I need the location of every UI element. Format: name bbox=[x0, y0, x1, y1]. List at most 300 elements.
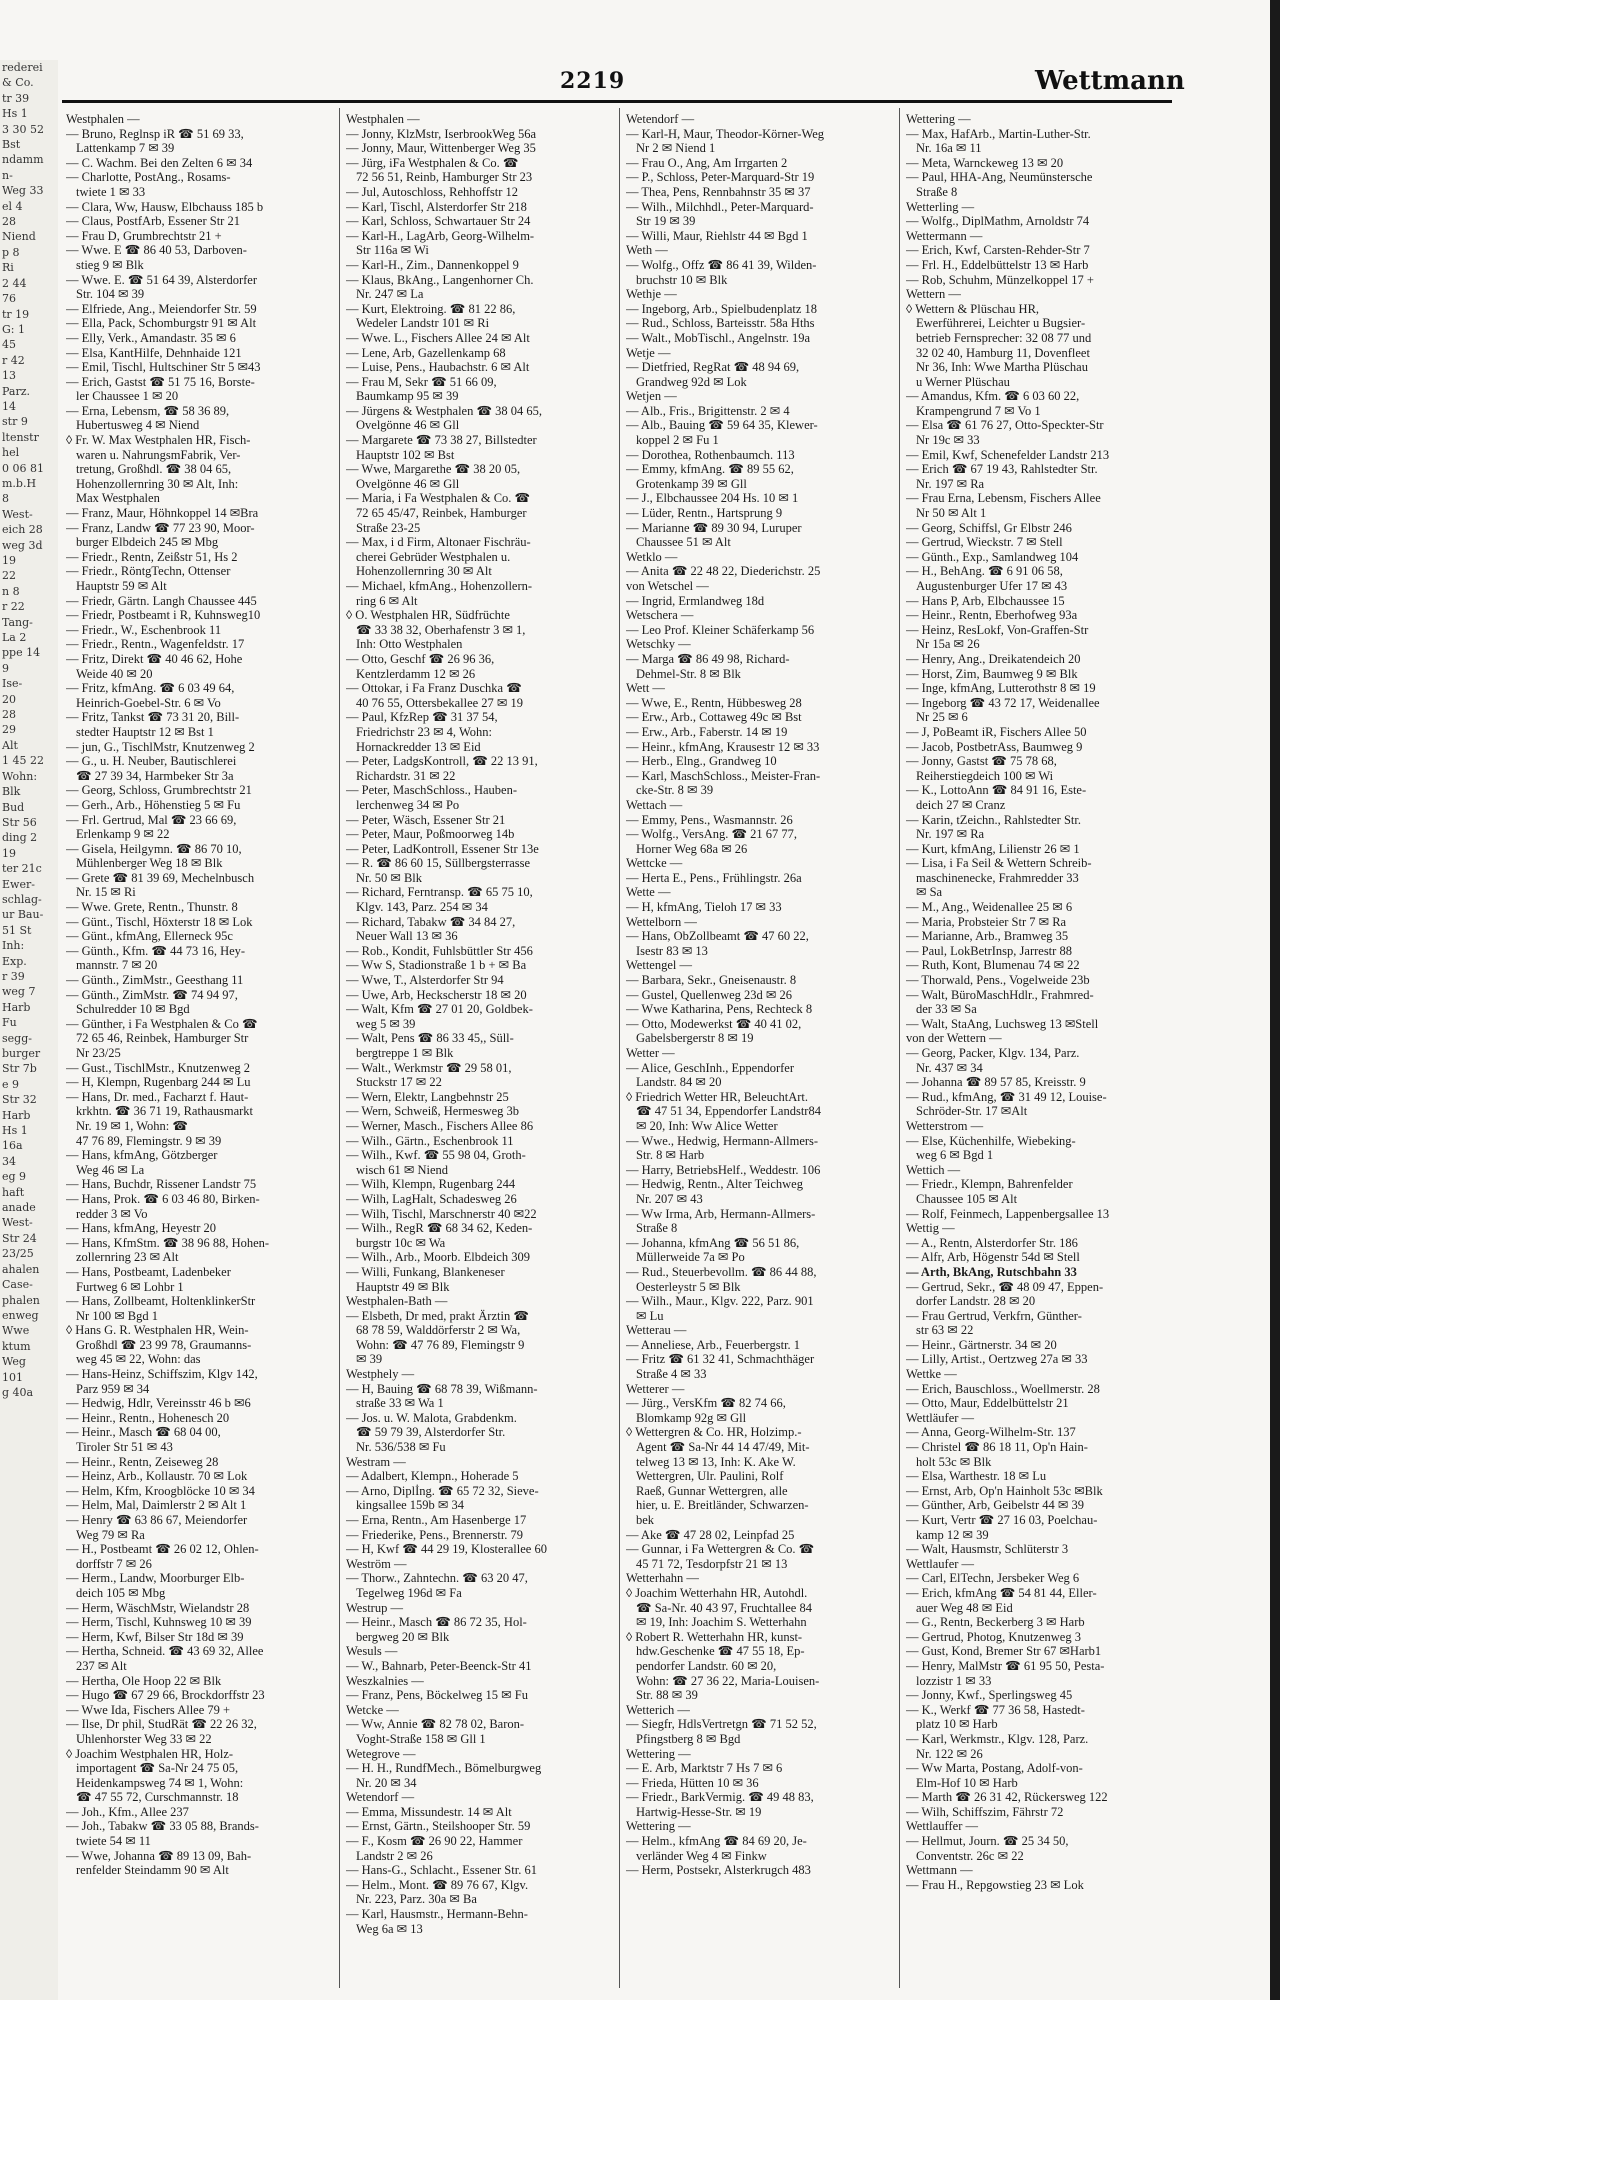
directory-entry-line: Nr. 122 ✉ 26 bbox=[916, 1746, 983, 1761]
gutter-fragment: 28 bbox=[2, 215, 16, 229]
directory-entry-line: Tiroler Str 51 ✉ 43 bbox=[76, 1440, 173, 1455]
directory-entry-line: betrieb Fernsprecher: 32 08 77 und bbox=[916, 330, 1092, 345]
directory-entry-line: — Herta E., Pens., Frühlingstr. 26a bbox=[626, 870, 802, 885]
gutter-fragment: hel bbox=[2, 446, 20, 460]
directory-entry-line: Weg 79 ✉ Ra bbox=[76, 1527, 145, 1542]
directory-entry-line: — Rob, Schuhm, Münzelkoppel 17 + bbox=[906, 272, 1094, 287]
directory-entry-line: — Elly, Verk., Amandastr. 35 ✉ 6 bbox=[66, 330, 236, 345]
directory-entry-line: — Rolf, Feinmech, Lappenbergsallee 13 bbox=[906, 1206, 1110, 1221]
gutter-fragment: Ri bbox=[2, 261, 14, 275]
directory-entry-line: — Karin, tZeichn., Rahlstedter Str. bbox=[906, 812, 1081, 827]
directory-entry-line: — Hans, Zollbeamt, HoltenklinkerStr bbox=[66, 1294, 256, 1309]
directory-entry-line: — Wwe, T., Alsterdorfer Str 94 bbox=[346, 973, 504, 988]
surname-heading: Wetegrove — bbox=[346, 1746, 416, 1761]
directory-entry-line: maschinenecke, Frahmredder 33 bbox=[916, 870, 1079, 885]
directory-entry-line: Heidenkampsweg 74 ✉ 1, Wohn: bbox=[76, 1775, 244, 1790]
gutter-fragment: Harb bbox=[2, 1000, 31, 1014]
directory-entry-line: — Hedwig, Hdlr, Vereinsstr 46 b ✉6 bbox=[66, 1396, 251, 1411]
directory-entry-line: — Friedr, Gärtn. Langh Chaussee 445 bbox=[66, 593, 257, 608]
directory-entry-line: tretung, Großhdl. ☎ 38 04 65, bbox=[76, 462, 232, 477]
entry-column-2 bbox=[346, 112, 610, 1992]
directory-entry-line: — Leo Prof. Kleiner Schäferkamp 56 bbox=[626, 622, 815, 637]
surname-heading: Wetschky — bbox=[626, 637, 691, 652]
directory-entry-line: — Karl-H., LagArb, Georg-Wilhelm- bbox=[346, 228, 535, 243]
gutter-fragment: West- bbox=[2, 1216, 33, 1230]
directory-entry-line: — Wilh., Gärtn., Eschenbrook 11 bbox=[346, 1133, 514, 1148]
directory-entry-line: 45 71 72, Tesdorpfstr 21 ✉ 13 bbox=[636, 1556, 788, 1571]
surname-heading: Wetterling — bbox=[906, 199, 975, 214]
directory-entry-line: — Richard, Ferntransp. ☎ 65 75 10, bbox=[346, 885, 533, 900]
directory-entry-line: waren u. NahrungsmFabrik, Ver- bbox=[76, 447, 241, 462]
surname-heading: Wette — bbox=[626, 885, 671, 900]
directory-entry-line: — Walt, StaAng, Luchsweg 13 ✉Stell bbox=[906, 1016, 1099, 1031]
surname-heading: Wetterau — bbox=[626, 1323, 687, 1338]
directory-entry-line: — Luise, Pens., Haubachstr. 6 ✉ Alt bbox=[346, 360, 530, 375]
directory-entry-line: — Wilh., Kwf. ☎ 55 98 04, Groth- bbox=[346, 1148, 526, 1163]
directory-entry-line: — Willi, Funkang, Blankeneser bbox=[346, 1264, 505, 1279]
directory-entry-line: — Hertha, Schneid. ☎ 43 69 32, Allee bbox=[66, 1644, 264, 1659]
directory-entry-line: — Erich, Kwf, Carsten-Rehder-Str 7 bbox=[906, 243, 1090, 258]
directory-entry-line: — Elsa ☎ 61 76 27, Otto-Speckter-Str bbox=[906, 418, 1104, 433]
entry-column-1 bbox=[66, 112, 330, 1992]
directory-entry-line: — Paul, KfzRep ☎ 31 37 54, bbox=[346, 710, 498, 725]
directory-entry-line: — Ww S, Stadionstraße 1 b + ✉ Ba bbox=[346, 958, 527, 973]
directory-entry-line: — Lene, Arb, Gazellenkamp 68 bbox=[346, 345, 506, 360]
directory-entry-line: Weide 40 ✉ 20 bbox=[76, 666, 153, 681]
surname-heading: Wetterich — bbox=[626, 1702, 690, 1717]
directory-entry-line: telweg 13 ✉ 13, Inh: K. Ake W. bbox=[636, 1454, 796, 1469]
directory-entry-line: Stuckstr 17 ✉ 22 bbox=[356, 1075, 442, 1090]
directory-entry-line: ☎ 33 38 32, Oberhafenstr 3 ✉ 1, bbox=[356, 622, 526, 637]
directory-entry-line: — J., Elbchaussee 204 Hs. 10 ✉ 1 bbox=[626, 491, 799, 506]
directory-entry-line: Augustenburger Ufer 17 ✉ 43 bbox=[916, 579, 1068, 593]
gutter-fragment: 3 30 52 bbox=[2, 122, 44, 136]
directory-entry-line: — Jonny, Kwf., Sperlingsweg 45 bbox=[906, 1688, 1073, 1703]
directory-entry-line: twiete 54 ✉ 11 bbox=[76, 1834, 151, 1849]
directory-entry-line: ◊ Wettern & Plüschau HR, bbox=[906, 301, 1040, 316]
directory-entry-line: — Frau Gertrud, Verkfrn, Günther- bbox=[906, 1308, 1082, 1323]
directory-entry-line: Nr 25 ✉ 6 bbox=[916, 710, 968, 725]
directory-entry-line: — Günth., ZimMstr. ☎ 74 94 97, bbox=[66, 987, 238, 1002]
surname-heading: Westphalen-Bath — bbox=[346, 1294, 448, 1309]
directory-entry-line: — H. H., RundfMech., Bömelburgweg bbox=[346, 1761, 542, 1776]
directory-entry-line: — Paul, HHA-Ang, Neumünstersche bbox=[906, 170, 1093, 185]
directory-entry-line: bek bbox=[636, 1513, 655, 1527]
directory-entry-line: — Franz, Maur, Höhnkoppel 14 ✉Bra bbox=[66, 506, 259, 521]
directory-entry-line: — Heinz, ResLokf, Von-Graffen-Str bbox=[906, 622, 1089, 637]
directory-entry-line: Uhlenhorster Weg 33 ✉ 22 bbox=[76, 1731, 212, 1746]
directory-entry-line: — Heinz, Arb., Kollaustr. 70 ✉ Lok bbox=[66, 1469, 248, 1484]
gutter-fragment: weg 7 bbox=[2, 985, 36, 999]
directory-entry-line: — Fritz, Tankst ☎ 73 31 20, Bill- bbox=[66, 710, 240, 725]
directory-entry-line: — Herb., Elng., Grandweg 10 bbox=[626, 754, 777, 769]
directory-entry-line: u Werner Plüschau bbox=[916, 374, 1010, 389]
directory-entry-line: ☎ Sa-Nr. 40 43 97, Fruchtallee 84 bbox=[636, 1600, 812, 1615]
directory-entry-line: burgstr 10c ✉ Wa bbox=[356, 1235, 446, 1250]
directory-entry-line: — Claus, PostfArb, Essener Str 21 bbox=[66, 214, 240, 229]
directory-entry-line: — Frieda, Hütten 10 ✉ 36 bbox=[626, 1775, 759, 1790]
gutter-fragment: Bud bbox=[2, 800, 25, 814]
directory-entry-line: renfelder Steindamm 90 ✉ Alt bbox=[76, 1863, 229, 1878]
directory-entry-line: stedter Hauptstr 12 ✉ Bst 1 bbox=[76, 724, 214, 739]
directory-entry-line: ✉ 20, Inh: Ww Alice Wetter bbox=[636, 1118, 778, 1133]
directory-entry-line: Max Westphalen bbox=[76, 491, 160, 506]
gutter-fragment: 9 bbox=[2, 661, 9, 675]
directory-entry-line: — Hertha, Ole Hoop 22 ✉ Blk bbox=[66, 1673, 222, 1688]
column-divider bbox=[899, 108, 900, 1988]
directory-entry-line: bruchstr 10 ✉ Blk bbox=[636, 272, 728, 287]
surname-heading: Wettelborn — bbox=[626, 914, 697, 929]
gutter-fragment: Harb bbox=[2, 1108, 31, 1122]
directory-entry-line: Tegelweg 196d ✉ Fa bbox=[356, 1585, 462, 1600]
directory-entry-line: — Frau D, Grumbrechtstr 21 + bbox=[66, 228, 222, 243]
directory-entry-line: — Henry, Ang., Dreikatendeich 20 bbox=[906, 651, 1081, 666]
directory-entry-line: — Ww Marta, Postang, Adolf-von- bbox=[906, 1761, 1083, 1776]
directory-entry-line: — Wilh., Maur., Klgv. 222, Parz. 901 bbox=[626, 1294, 814, 1309]
directory-entry-line: Wettergren, Ulr. Paulini, Rolf bbox=[636, 1469, 784, 1484]
directory-entry-line: — Lisa, i Fa Seil & Wettern Schreib- bbox=[906, 856, 1092, 871]
directory-entry-line: — Heinr., Masch ☎ 68 04 00, bbox=[66, 1425, 221, 1440]
directory-entry-line: — Ww, Annie ☎ 82 78 02, Baron- bbox=[346, 1717, 525, 1732]
directory-entry-line: — Gust., TischlMstr., Knutzenweg 2 bbox=[66, 1060, 251, 1075]
directory-entry-line: — H., BehAng. ☎ 6 91 06 58, bbox=[906, 564, 1063, 579]
directory-entry-line: — Else, Küchenhilfe, Wiebeking- bbox=[906, 1133, 1076, 1148]
directory-entry-line: — Marga ☎ 86 49 98, Richard- bbox=[626, 651, 790, 666]
directory-entry-line: — Jürg, iFa Westphalen & Co. ☎ bbox=[346, 155, 519, 170]
directory-entry-line: lozzistr 1 ✉ 33 bbox=[916, 1673, 992, 1688]
directory-entry-line: Nr. 19 ✉ 1, Wohn: ☎ bbox=[76, 1118, 188, 1133]
directory-entry-line: — Karl, Tischl, Alsterdorfer Str 218 bbox=[346, 199, 527, 214]
directory-entry-line: — Paul, LokBetrInsp, Jarrestr 88 bbox=[906, 943, 1072, 958]
gutter-fragment: West- bbox=[2, 507, 33, 521]
directory-entry-line: — Wilh., Milchhdl., Peter-Marquard- bbox=[626, 199, 814, 214]
directory-entry-line: verländer Weg 4 ✉ Finkw bbox=[636, 1848, 767, 1863]
directory-entry-line: — Anneliese, Arb., Feuerbergstr. 1 bbox=[626, 1337, 801, 1352]
gutter-fragment: weg 3d bbox=[2, 538, 43, 552]
gutter-fragment: e 9 bbox=[2, 1077, 20, 1091]
directory-entry-line: — Lilly, Artist., Oertzweg 27a ✉ 33 bbox=[906, 1352, 1088, 1367]
directory-entry-line: — Hans, Postbeamt, Ladenbeker bbox=[66, 1264, 231, 1279]
directory-entry-line: Nr 23/25 bbox=[76, 1046, 121, 1060]
directory-entry-line: — Rud., kfmAng, ☎ 31 49 12, Louise- bbox=[906, 1089, 1107, 1104]
directory-entry-line: — Gisela, Heilgymn. ☎ 86 70 10, bbox=[66, 841, 242, 856]
directory-entry-line: — Herm, Postsekr, Alsterkrugch 483 bbox=[626, 1863, 811, 1878]
directory-entry-line: — R. ☎ 86 60 15, Süllbergsterrasse bbox=[346, 856, 531, 871]
gutter-fragment: Ewer- bbox=[2, 877, 35, 891]
directory-entry-line: Nr. 223, Parz. 30a ✉ Ba bbox=[356, 1892, 477, 1907]
directory-entry-line: — Georg, Schiffsl, Gr Elbstr 246 bbox=[906, 520, 1072, 535]
directory-entry-line: Nr 15a ✉ 26 bbox=[916, 637, 980, 652]
directory-entry-line: — Hellmut, Journ. ☎ 25 34 50, bbox=[906, 1834, 1069, 1849]
gutter-fragment: 76 bbox=[2, 292, 16, 306]
gutter-fragment: haft bbox=[2, 1185, 25, 1199]
directory-entry-line: — Gertrud, Wieckstr. 7 ✉ Stell bbox=[906, 535, 1063, 550]
gutter-fragment: 23/25 bbox=[2, 1247, 34, 1261]
gutter-fragment: 34 bbox=[2, 1154, 16, 1168]
directory-entry-line: — Alice, GeschInh., Eppendorfer bbox=[626, 1060, 794, 1075]
directory-entry-line: Nr 19c ✉ 33 bbox=[916, 433, 980, 448]
directory-entry-line: — Rud., Schloss, Barteisstr. 58a Hths bbox=[626, 316, 815, 331]
directory-entry-line: — Hedwig, Rentn., Alter Teichweg bbox=[626, 1177, 803, 1192]
surname-heading: Wethje — bbox=[626, 287, 677, 302]
surname-heading: Wetterer — bbox=[626, 1381, 685, 1396]
directory-entry-line: — J, PoBeamt iR, Fischers Allee 50 bbox=[906, 724, 1087, 739]
directory-entry-line: — W., Bahnarb, Peter-Beenck-Str 41 bbox=[346, 1658, 532, 1673]
directory-entry-line: Nr. 50 ✉ Blk bbox=[356, 870, 423, 885]
directory-entry-line: — Joh., Kfm., Allee 237 bbox=[66, 1804, 189, 1819]
directory-entry-line: Chaussee 51 ✉ Alt bbox=[636, 535, 731, 550]
directory-entry-line: — Kurt, Elektroing. ☎ 81 22 86, bbox=[346, 301, 516, 316]
directory-entry-line: — Hans, Buchdr, Rissener Landstr 75 bbox=[66, 1177, 257, 1192]
directory-entry-line: hier, u. E. Breitländer, Schwarzen- bbox=[636, 1498, 809, 1513]
gutter-fragment: eg 9 bbox=[2, 1170, 27, 1184]
directory-entry-line: — Elsa, KantHilfe, Dehnhaide 121 bbox=[66, 345, 242, 360]
surname-heading: von der Wettern — bbox=[906, 1031, 1002, 1046]
directory-entry-line: — Karl-H, Maur, Theodor-Körner-Weg bbox=[626, 126, 825, 141]
directory-entry-line: — Michael, kfmAng., Hohenzollern- bbox=[346, 579, 533, 593]
directory-entry-line: — Friedr., Klempn, Bahrenfelder bbox=[906, 1177, 1073, 1192]
surname-heading: Westram — bbox=[346, 1454, 406, 1469]
directory-entry-line: weg 45 ✉ 22, Wohn: das bbox=[76, 1352, 201, 1367]
gutter-fragment: Niend bbox=[2, 230, 36, 244]
directory-entry-line: — Wern, Elektr, Langbehnstr 25 bbox=[346, 1089, 509, 1104]
gutter-fragment: ding 2 bbox=[2, 831, 38, 845]
directory-entry-line: Dehmel-Str. 8 ✉ Blk bbox=[636, 666, 741, 681]
directory-entry-line: Nr. 207 ✉ 43 bbox=[636, 1191, 703, 1206]
directory-entry-line: — Hans, KfmStm. ☎ 38 96 88, Hohen- bbox=[66, 1235, 270, 1250]
gutter-fragment: Hs 1 bbox=[2, 107, 28, 121]
directory-entry-line: — Bruno, Reglnsp iR ☎ 51 69 33, bbox=[66, 126, 244, 141]
directory-entry-line: — Wilh, Tischl, Marschnerstr 40 ✉22 bbox=[346, 1206, 537, 1221]
surname-heading: Wett — bbox=[626, 681, 665, 696]
directory-entry-line: — Georg, Packer, Klgv. 134, Parz. bbox=[906, 1046, 1080, 1060]
surname-heading: Westphely — bbox=[346, 1367, 415, 1382]
directory-entry-line: Conventstr. 26c ✉ 22 bbox=[916, 1848, 1024, 1863]
directory-entry-line: Pfingstberg 8 ✉ Bgd bbox=[636, 1731, 741, 1746]
directory-entry-line: — Hans P, Arb, Elbchaussee 15 bbox=[906, 593, 1065, 608]
previous-page-gutter bbox=[0, 60, 58, 2000]
gutter-fragment: Fu bbox=[2, 1016, 17, 1030]
surname-heading: Wettern — bbox=[906, 287, 961, 302]
directory-entry-line: — Karl-H., Zim., Dannenkoppel 9 bbox=[346, 257, 519, 272]
directory-entry-line: — Wilh., Arb., Moorb. Elbdeich 309 bbox=[346, 1250, 530, 1265]
directory-entry-line: — Frau Erna, Lebensm, Fischers Allee bbox=[906, 491, 1101, 506]
directory-entry-line: deich 27 ✉ Cranz bbox=[916, 797, 1006, 812]
directory-entry-line: Erlenkamp 9 ✉ 22 bbox=[76, 827, 170, 842]
directory-entry-line: kamp 12 ✉ 39 bbox=[916, 1527, 989, 1542]
directory-entry-line: — E. Arb, Marktstr 7 Hs 7 ✉ 6 bbox=[626, 1761, 783, 1776]
directory-entry-line: Nr 50 ✉ Alt 1 bbox=[916, 506, 987, 521]
gutter-fragment: n 8 bbox=[2, 584, 20, 598]
directory-entry-line: — Frau O., Ang, Am Irrgarten 2 bbox=[626, 155, 788, 170]
directory-entry-line: — Wilh, Schiffszim, Fährstr 72 bbox=[906, 1804, 1064, 1819]
directory-entry-line: — Barbara, Sekr., Gneisenaustr. 8 bbox=[626, 973, 797, 988]
gutter-fragment: ndamm bbox=[2, 153, 44, 167]
directory-entry-line: ler Chaussee 1 ✉ 20 bbox=[76, 389, 179, 404]
directory-entry-line: ◊ Hans G. R. Westphalen HR, Wein- bbox=[66, 1323, 249, 1338]
directory-entry-line: — Erw., Arb., Cottaweg 49c ✉ Bst bbox=[626, 710, 802, 725]
directory-entry-line: ◊ Wettergren & Co. HR, Holzimp.- bbox=[626, 1425, 802, 1440]
directory-entry-line: — Johanna ☎ 89 57 85, Kreisstr. 9 bbox=[906, 1075, 1086, 1090]
directory-entry-line: Wohn: ☎ 27 36 22, Maria-Louisen- bbox=[636, 1673, 820, 1688]
directory-entry-line: 72 65 46, Reinbek, Hamburger Str bbox=[76, 1031, 249, 1046]
directory-entry-line: — Friedr., BarkVermig. ☎ 49 48 83, bbox=[626, 1790, 814, 1805]
directory-entry-line: — Friedr., W., Eschenbrook 11 bbox=[66, 622, 222, 637]
directory-entry-line: — Henry ☎ 63 86 67, Meiendorfer bbox=[66, 1513, 248, 1527]
directory-entry-line: — Hans, ObZollbeamt ☎ 47 60 22, bbox=[626, 929, 809, 944]
directory-entry-line: — Heinr., Gärtnerstr. 34 ✉ 20 bbox=[906, 1337, 1057, 1352]
directory-entry-line: zollernring 23 ✉ Alt bbox=[76, 1250, 179, 1265]
directory-entry-line: — K., LottoAnn ☎ 84 91 16, Este- bbox=[906, 783, 1087, 798]
directory-entry-line: — Dietfried, RegRat ☎ 48 94 69, bbox=[626, 360, 800, 375]
directory-entry-line: Landstr. 84 ✉ 20 bbox=[636, 1075, 722, 1090]
surname-heading: Wetendorf — bbox=[626, 112, 695, 126]
directory-entry-line: cherei Gebrüder Westphalen u. bbox=[356, 549, 511, 564]
directory-entry-line: — Ingeborg ☎ 43 72 17, Weidenallee bbox=[906, 695, 1100, 710]
directory-entry-line: weg 6 ✉ Bgd 1 bbox=[916, 1148, 994, 1163]
directory-entry-line: — Erna, Lebensm, ☎ 58 36 89, bbox=[66, 403, 230, 418]
directory-entry-line: — Hans, kfmAng, Götzberger bbox=[66, 1148, 218, 1163]
directory-entry-line: pendorfer Landstr. 60 ✉ 20, bbox=[636, 1658, 777, 1673]
directory-entry-line: — Marianne, Arb., Bramweg 35 bbox=[906, 929, 1069, 944]
directory-entry-line: auer Weg 48 ✉ Eid bbox=[916, 1600, 1013, 1615]
directory-entry-line: — Günt., kfmAng, Ellerneck 95c bbox=[66, 929, 233, 944]
directory-entry-line: Hartwig-Hesse-Str. ✉ 19 bbox=[636, 1804, 762, 1819]
gutter-fragment: ltenstr bbox=[2, 430, 39, 444]
surname-heading: Wetterstrom — bbox=[906, 1118, 984, 1133]
directory-entry-line: — Otto, Geschf ☎ 26 96 36, bbox=[346, 651, 495, 666]
directory-entry-line: Agent ☎ Sa-Nr 44 14 47/49, Mit- bbox=[636, 1440, 810, 1455]
directory-entry-line: Nr. 437 ✉ 34 bbox=[916, 1060, 983, 1075]
directory-entry-line: — Alb., Bauing ☎ 59 64 35, Klewer- bbox=[626, 418, 818, 433]
directory-entry-line: Hohenzollernring 30 ✉ Alt, Inh: bbox=[76, 476, 239, 491]
gutter-fragment: 8 bbox=[2, 492, 9, 506]
gutter-fragment: Exp. bbox=[2, 954, 27, 968]
directory-entry-line: — Erw., Arb., Faberstr. 14 ✉ 19 bbox=[626, 724, 788, 739]
directory-entry-line: — Friedr., RöntgTechn, Ottenser bbox=[66, 564, 231, 579]
surname-heading: Wettlaufer — bbox=[906, 1556, 975, 1571]
directory-entry-line: — Willi, Maur, Riehlstr 44 ✉ Bgd 1 bbox=[626, 228, 808, 243]
directory-entry-line: — Helm., Mont. ☎ 89 76 67, Klgv. bbox=[346, 1877, 529, 1892]
directory-entry-line: Krampengrund 7 ✉ Vo 1 bbox=[916, 403, 1041, 418]
directory-entry-line: kingsallee 159b ✉ 34 bbox=[356, 1498, 465, 1513]
directory-entry-line: — Dorothea, Rothenbaumch. 113 bbox=[626, 447, 795, 462]
directory-entry-line: — Otto, Modewerkst ☎ 40 41 02, bbox=[626, 1016, 802, 1031]
directory-entry-line: — Emmy, kfmAng. ☎ 89 55 62, bbox=[626, 462, 794, 477]
entry-column-3 bbox=[626, 112, 890, 1992]
gutter-fragment: n- bbox=[2, 168, 13, 182]
directory-entry-line: — Günth., Exp., Samlandweg 104 bbox=[906, 549, 1079, 564]
gutter-fragment: 45 bbox=[2, 338, 16, 352]
directory-entry-line: — Frl. H., Eddelbüttelstr 13 ✉ Harb bbox=[906, 257, 1089, 272]
directory-entry-line: — Günth., Kfm. ☎ 44 73 16, Hey- bbox=[66, 943, 246, 958]
directory-entry-line: Horner Weg 68a ✉ 26 bbox=[636, 841, 748, 856]
directory-entry-line: — Hans-G., Schlacht., Essener Str. 61 bbox=[346, 1863, 537, 1878]
directory-entry-line: — Heinr., Rentn, Zeiseweg 28 bbox=[66, 1454, 219, 1469]
directory-entry-line: Müllerweide 7a ✉ Po bbox=[636, 1250, 745, 1265]
directory-entry-line: — Hans, kfmAng, Heyestr 20 bbox=[66, 1221, 216, 1236]
directory-entry-line: — Anita ☎ 22 48 22, Diederichstr. 25 bbox=[626, 564, 821, 579]
gutter-fragment: 0 06 81 bbox=[2, 461, 44, 475]
gutter-fragment: Blk bbox=[2, 785, 21, 799]
directory-entry-line: Hauptstr 59 ✉ Alt bbox=[76, 579, 167, 593]
gutter-fragment: 22 bbox=[2, 569, 16, 583]
directory-entry-line: ✉ Sa bbox=[916, 885, 943, 900]
directory-entry-line: 72 65 45/47, Reinbek, Hamburger bbox=[356, 506, 527, 521]
directory-entry-line: — Alfr, Arb, Högenstr 54d ✉ Stell bbox=[906, 1250, 1080, 1265]
surname-heading: Wettermann — bbox=[906, 228, 983, 243]
directory-entry-line: ☎ 27 39 34, Harmbeker Str 3a bbox=[76, 768, 234, 783]
surname-heading: Weszkalnies — bbox=[346, 1673, 424, 1688]
directory-entry-line: — Horst, Zim, Baumweg 9 ✉ Blk bbox=[906, 666, 1078, 681]
gutter-fragment: Bst bbox=[2, 138, 21, 152]
directory-entry-line: 72 56 51, Reinb, Hamburger Str 23 bbox=[356, 170, 533, 185]
directory-entry-line: Straße 8 bbox=[916, 184, 958, 199]
directory-entry-line: Nr. 197 ✉ Ra bbox=[916, 476, 985, 491]
gutter-fragment: La 2 bbox=[2, 631, 27, 645]
directory-entry-line: — Jonny, Gastst ☎ 75 78 68, bbox=[906, 754, 1057, 769]
gutter-fragment: tr 39 bbox=[2, 91, 30, 105]
directory-entry-line: — Lüder, Rentn., Hartsprung 9 bbox=[626, 506, 783, 521]
directory-entry-line: Gabelsbergerstr 8 ✉ 19 bbox=[636, 1031, 754, 1046]
directory-entry-line: — Gunnar, i Fa Wettergren & Co. ☎ bbox=[626, 1542, 815, 1557]
directory-entry-line: — Erna, Rentn., Am Hasenberge 17 bbox=[346, 1513, 527, 1527]
directory-entry-line: — Erich, Bauschloss., Woellmerstr. 28 bbox=[906, 1381, 1100, 1396]
gutter-fragment: Hs 1 bbox=[2, 1124, 28, 1138]
gutter-fragment: Weg bbox=[2, 1355, 26, 1369]
directory-entry-line: der 33 ✉ Sa bbox=[916, 1002, 977, 1017]
directory-entry-line: — Jürgens & Westphalen ☎ 38 04 65, bbox=[346, 403, 543, 418]
directory-entry-line: twiete 1 ✉ 33 bbox=[76, 184, 146, 199]
surname-heading: von Wetschel — bbox=[626, 579, 709, 593]
gutter-fragment: rederei bbox=[2, 61, 43, 74]
directory-entry-line: Straße 4 ✉ 33 bbox=[636, 1367, 707, 1382]
surname-heading: Wettering — bbox=[626, 1746, 691, 1761]
directory-entry-line: holt 53c ✉ Blk bbox=[916, 1454, 992, 1469]
gutter-fragment: Wwe bbox=[2, 1324, 30, 1338]
directory-entry-line: — H., Postbeamt ☎ 26 02 12, Ohlen- bbox=[66, 1542, 259, 1557]
directory-entry-line: — Georg, Schloss, Grumbrechtstr 21 bbox=[66, 783, 252, 798]
directory-entry-line: Nr. 15 ✉ Ri bbox=[76, 885, 136, 900]
directory-entry-line: ◊ O. Westphalen HR, Südfrüchte bbox=[346, 608, 510, 623]
directory-entry-line: ◊ Robert R. Wetterhahn HR, kunst- bbox=[626, 1629, 803, 1644]
surname-heading: Weström — bbox=[346, 1556, 407, 1571]
directory-entry-line: — Ernst, Arb, Op'n Hainholt 53c ✉Blk bbox=[906, 1483, 1103, 1498]
directory-entry-line: — Thorwald, Pens., Vogelweide 23b bbox=[906, 973, 1090, 988]
directory-entry-line: — Peter, MaschSchloss., Hauben- bbox=[346, 783, 517, 798]
directory-entry-line: — Maria, i Fa Westphalen & Co. ☎ bbox=[346, 491, 531, 506]
directory-entry-line: 40 76 55, Ottersbekallee 27 ✉ 19 bbox=[356, 695, 524, 710]
gutter-fragment: r 22 bbox=[2, 600, 25, 614]
surname-heading: Wetje — bbox=[626, 345, 671, 360]
directory-entry-line: — Walt, Kfm ☎ 27 01 20, Goldbek- bbox=[346, 1002, 533, 1017]
directory-entry-line: — Hans, Prok. ☎ 6 03 46 80, Birken- bbox=[66, 1191, 260, 1206]
directory-entry-line: — A., Rentn, Alsterdorfer Str. 186 bbox=[906, 1235, 1078, 1250]
directory-entry-line: ◊ Friedrich Wetter HR, BeleuchtArt. bbox=[626, 1089, 808, 1104]
surname-heading: Wetcke — bbox=[346, 1702, 399, 1717]
directory-entry-line: Str 19 ✉ 39 bbox=[636, 214, 696, 229]
directory-entry-line: mannstr. 7 ✉ 20 bbox=[76, 958, 158, 973]
gutter-fragment: 101 bbox=[2, 1370, 23, 1384]
header-rule bbox=[62, 100, 1172, 103]
directory-entry-line: — Ingeborg, Arb., Spielbudenplatz 18 bbox=[626, 301, 818, 316]
directory-entry-line: — Hans, Dr. med., Facharzt f. Haut- bbox=[66, 1089, 249, 1104]
directory-entry-line: — Amandus, Kfm. ☎ 6 03 60 22, bbox=[906, 389, 1080, 404]
surname-heading: Wettke — bbox=[906, 1367, 957, 1382]
directory-entry-line: Hohenzollernring 30 ✉ Alt bbox=[356, 564, 492, 579]
directory-entry-line: — Thea, Pens, Rennbahnstr 35 ✉ 37 bbox=[626, 184, 811, 199]
directory-entry-line: — Walt, Hausmstr, Schlüterstr 3 bbox=[906, 1542, 1069, 1557]
